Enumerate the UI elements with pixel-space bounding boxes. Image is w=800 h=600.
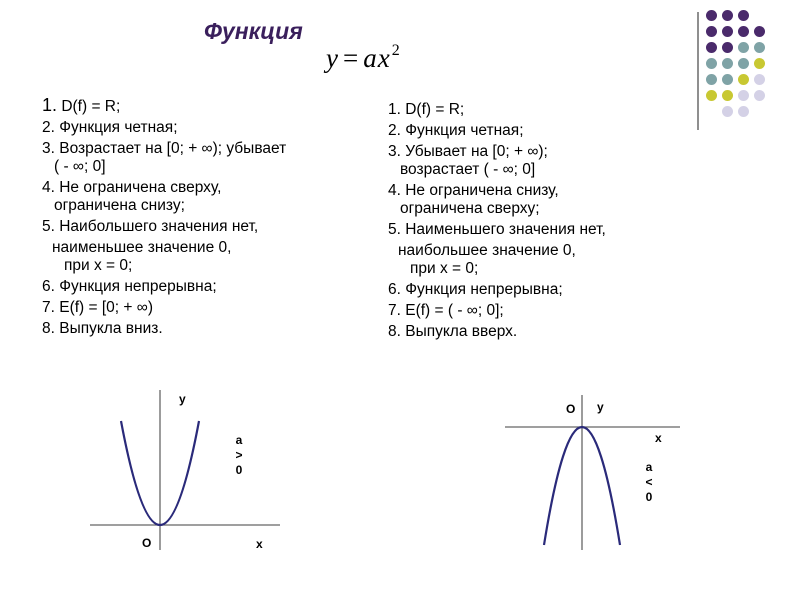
y-axis-label: y	[597, 400, 604, 414]
properties-right	[388, 101, 718, 344]
decor-dot	[738, 106, 749, 117]
decor-dot	[738, 58, 749, 69]
decor-dot	[722, 10, 733, 21]
list-item: 4. Не ограничена снизу, ограничена сверху;	[388, 182, 559, 217]
decor-dot	[706, 10, 717, 21]
decor-dot	[754, 58, 765, 69]
list-item: 3. Убывает на [0; + ∞); возрастает ( - ∞; 0]	[388, 143, 548, 178]
origin-label: O	[142, 536, 152, 550]
decor-dot	[706, 90, 717, 101]
y-axis-label: y	[179, 392, 186, 406]
list-item: 6. Функция непрерывна;	[42, 278, 217, 295]
decor-dot	[754, 74, 765, 85]
decor-dot	[722, 58, 733, 69]
title: Функция	[204, 18, 303, 44]
decor-dot	[722, 26, 733, 37]
x-axis-label: x	[655, 431, 662, 445]
formula-rhs: ax	[363, 43, 391, 73]
list-item: 5. Наибольшего значения нет,	[42, 218, 259, 235]
list-item: 5. Наименьшего значения нет,	[388, 221, 606, 238]
decor-dot	[738, 26, 749, 37]
list-item: 8. Выпукла вверх.	[388, 323, 518, 340]
list-item: 3. Возрастает на [0; + ∞); убывает ( - ∞; 0]	[42, 140, 287, 175]
decor-dot	[738, 90, 749, 101]
decor-dot	[754, 90, 765, 101]
list-item: 8. Выпукла вниз.	[42, 320, 163, 337]
decor-dot	[706, 58, 717, 69]
formula-exponent: 2	[391, 42, 401, 59]
decor-dot	[738, 74, 749, 85]
decor-dot	[706, 26, 717, 37]
origin-label: O	[566, 402, 576, 416]
graph-parabola-up	[85, 385, 285, 555]
decor-dot	[754, 42, 765, 53]
graph-parabola-down	[500, 390, 700, 555]
decor-dot	[706, 42, 717, 53]
formula	[326, 42, 401, 74]
decor-dot	[722, 106, 733, 117]
decor-dot	[738, 10, 749, 21]
list-item: 2. Функция четная;	[42, 119, 178, 136]
list-item: 1. D(f) = R;	[42, 95, 121, 115]
decor-dot	[738, 42, 749, 53]
list-item: 1. D(f) = R;	[388, 101, 465, 118]
list-item: 2. Функция четная;	[388, 122, 524, 139]
condition-label: a < 0	[645, 460, 653, 504]
list-item: 7. E(f) = [0; + ∞)	[42, 299, 153, 316]
list-item: наименьшее значение 0, при x = 0;	[52, 239, 232, 274]
condition-label: a > 0	[235, 433, 243, 477]
list-item: наибольшее значение 0, при x = 0;	[398, 242, 576, 277]
decor-dot	[722, 90, 733, 101]
decor-dot	[754, 26, 765, 37]
x-axis-label: x	[256, 537, 263, 551]
decor-dot	[706, 74, 717, 85]
formula-lhs: y	[326, 43, 339, 73]
decor-dots	[706, 10, 790, 130]
formula-eq: =	[342, 43, 360, 73]
decor-dot	[722, 42, 733, 53]
list-item: 7. E(f) = ( - ∞; 0];	[388, 302, 504, 319]
list-item: 6. Функция непрерывна;	[388, 281, 563, 298]
list-item: 4. Не ограничена сверху, ограничена снизу;	[42, 179, 222, 214]
properties-left	[42, 96, 392, 341]
decor-dot	[722, 74, 733, 85]
